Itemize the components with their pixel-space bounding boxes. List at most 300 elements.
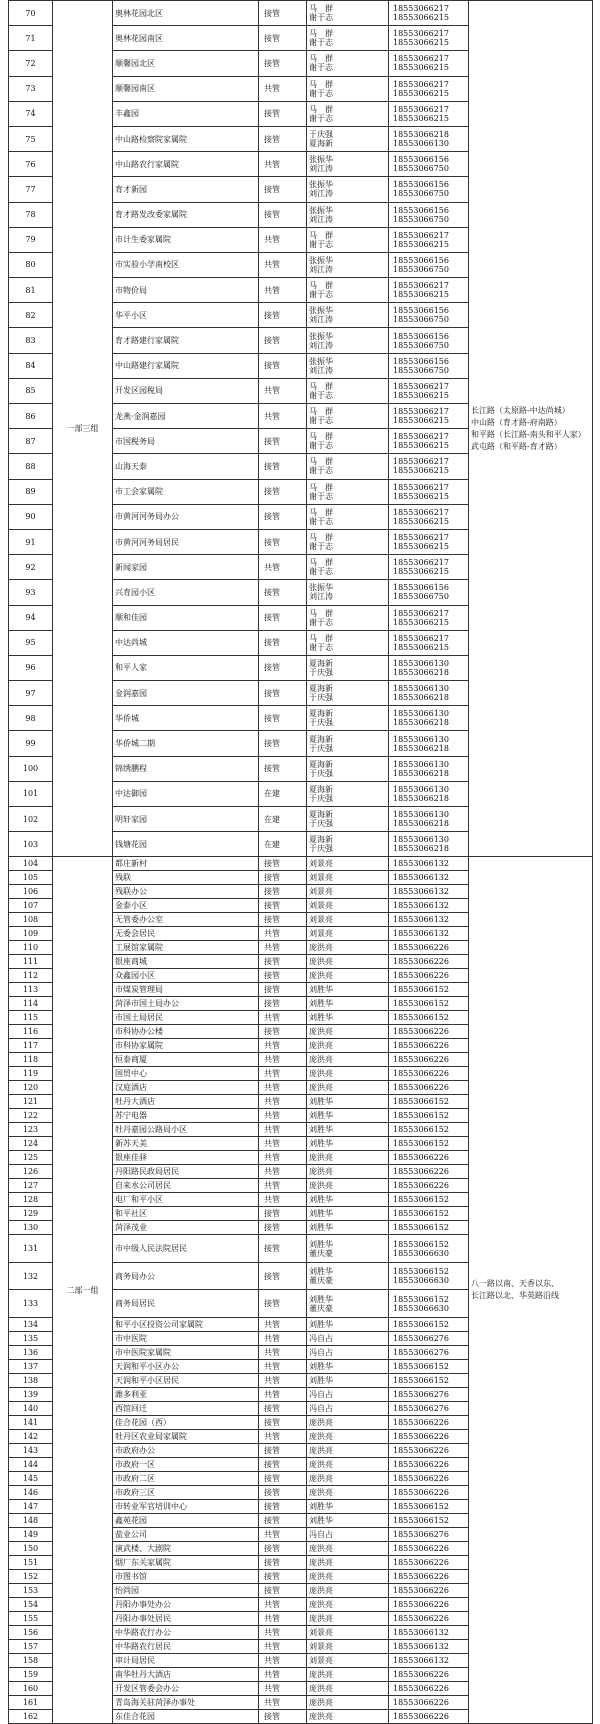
row-number-cell: 91 <box>9 529 53 554</box>
contact-phone-cell <box>389 1415 469 1429</box>
contact-phone: 18553066276 <box>393 1347 449 1357</box>
management-status-cell: 接管 <box>259 1401 307 1415</box>
contact-phone: 18553066215 <box>393 416 449 426</box>
row-number-cell: 101 <box>9 781 53 806</box>
management-status-cell: 共管 <box>259 76 307 101</box>
management-status-cell: 接管 <box>259 871 307 885</box>
management-status-cell: 共管 <box>259 1597 307 1611</box>
community-name-cell: 市黄河河务局办公 <box>113 504 259 529</box>
management-status-cell: 共管 <box>259 1053 307 1067</box>
row-number-cell: 131 <box>9 1235 53 1263</box>
contact-person: 冯自占 <box>309 1529 333 1539</box>
contact-phone: 18553066152 <box>393 999 449 1009</box>
contact-person: 刘胜华 <box>309 1013 333 1023</box>
contact-person: 刘胜华 <box>309 1361 333 1371</box>
management-status-cell: 共管 <box>259 1681 307 1695</box>
contact-phone: 18553066132 <box>393 915 449 925</box>
contact-phone-cell <box>389 278 469 303</box>
row-number-cell: 97 <box>9 681 53 706</box>
contact-person-cell <box>307 1095 389 1109</box>
row-number-cell: 107 <box>9 899 53 913</box>
community-name-cell: 牡丹区农业局家属院 <box>113 1429 259 1443</box>
row-number-cell: 98 <box>9 706 53 731</box>
management-status-cell: 共管 <box>259 1625 307 1639</box>
contact-person: 马 群 <box>309 633 333 643</box>
contact-person-cell <box>307 655 389 680</box>
contact-phone: 18553066130 <box>393 759 449 769</box>
contact-phone: 18553066132 <box>393 1655 449 1665</box>
contact-phone: 18553066750 <box>393 340 449 350</box>
service-area-line: 长江路以北、华英路沿线 <box>471 1291 559 1301</box>
contact-phone-cell <box>389 252 469 277</box>
management-status-cell: 接管 <box>259 857 307 871</box>
contact-person: 冯自占 <box>309 1333 333 1343</box>
row-number-cell: 79 <box>9 227 53 252</box>
contact-phone: 18553066152 <box>393 1361 449 1371</box>
management-status-cell: 接管 <box>259 1262 307 1290</box>
contact-person: 刘景亮 <box>309 1655 333 1665</box>
management-status-cell: 接管 <box>259 504 307 529</box>
contact-phone-cell <box>389 731 469 756</box>
community-name-cell: 工展馆家属院 <box>113 941 259 955</box>
contact-phone-cell <box>389 969 469 983</box>
contact-person-cell <box>307 454 389 479</box>
community-name-cell: 市转业军官培训中心 <box>113 1499 259 1513</box>
contact-phone: 18553066226 <box>393 1487 449 1497</box>
community-name-cell: 中华路农行办公 <box>113 1625 259 1639</box>
contact-phone: 18553066152 <box>393 1319 449 1329</box>
contact-person: 夏海新 <box>309 139 333 149</box>
contact-phone: 18553066132 <box>393 887 449 897</box>
contact-person: 庞洪亮 <box>309 1055 333 1065</box>
contact-person-cell <box>307 857 389 871</box>
management-status-cell: 接管 <box>259 1555 307 1569</box>
contact-phone-cell <box>389 1011 469 1025</box>
contact-phone: 18553066218 <box>393 819 449 829</box>
community-name-cell: 西馆回迁 <box>113 1401 259 1415</box>
contact-person-cell <box>307 1290 389 1318</box>
contact-person-cell <box>307 1667 389 1681</box>
community-name-cell: 自来水公司居民 <box>113 1179 259 1193</box>
management-status-cell: 接管 <box>259 955 307 969</box>
row-number-cell: 80 <box>9 252 53 277</box>
row-number-cell: 99 <box>9 731 53 756</box>
contact-phone-cell <box>389 605 469 630</box>
contact-phone: 18553066156 <box>393 583 449 593</box>
row-number-cell: 85 <box>9 378 53 403</box>
contact-phone-cell <box>389 899 469 913</box>
contact-person: 夏海新 <box>309 759 333 769</box>
contact-person-cell <box>307 756 389 781</box>
contact-person: 马 群 <box>309 608 333 618</box>
contact-person: 庞洪亮 <box>309 1459 333 1469</box>
contact-phone-cell <box>389 1611 469 1625</box>
community-name-cell: 天润和平小区办公 <box>113 1359 259 1373</box>
management-status-cell: 共管 <box>259 1373 307 1387</box>
contact-person: 谢于志 <box>309 542 333 552</box>
contact-person: 马 群 <box>309 482 333 492</box>
row-number-cell: 134 <box>9 1317 53 1331</box>
row-number-cell: 129 <box>9 1207 53 1221</box>
community-name-cell: 顺馨园南区 <box>113 76 259 101</box>
community-name-cell: 无管委办公室 <box>113 913 259 927</box>
contact-person: 谢于志 <box>309 88 333 98</box>
community-name-cell: 育才路建行家属院 <box>113 328 259 353</box>
contact-phone-cell <box>389 1653 469 1667</box>
row-number-cell: 145 <box>9 1471 53 1485</box>
contact-phone-cell <box>389 983 469 997</box>
contact-person-cell <box>307 1471 389 1485</box>
row-number-cell: 142 <box>9 1429 53 1443</box>
contact-person: 刘胜华 <box>309 1294 333 1304</box>
contact-person-cell <box>307 630 389 655</box>
contact-person-cell <box>307 303 389 328</box>
contact-person: 刘江涛 <box>309 340 333 350</box>
contact-phone-cell <box>389 479 469 504</box>
contact-person-cell <box>307 927 389 941</box>
row-number-cell: 90 <box>9 504 53 529</box>
row-number-cell: 88 <box>9 454 53 479</box>
contact-person-cell <box>307 202 389 227</box>
contact-person: 谢于志 <box>309 390 333 400</box>
contact-phone: 18553066750 <box>393 365 449 375</box>
row-number-cell: 125 <box>9 1151 53 1165</box>
contact-person-cell <box>307 76 389 101</box>
contact-phone-cell <box>389 1345 469 1359</box>
contact-phone-cell <box>389 529 469 554</box>
contact-person: 刘景亮 <box>309 1641 333 1651</box>
contact-phone-cell <box>389 1137 469 1151</box>
contact-person: 刘江涛 <box>309 164 333 174</box>
management-status-cell: 接管 <box>259 202 307 227</box>
contact-person-cell <box>307 1401 389 1415</box>
management-status-cell: 接管 <box>259 1485 307 1499</box>
contact-phone: 18553066276 <box>393 1529 449 1539</box>
contact-person-cell <box>307 1597 389 1611</box>
contact-person: 庞洪亮 <box>309 1473 333 1483</box>
contact-person-cell <box>307 807 389 832</box>
row-number-cell: 94 <box>9 605 53 630</box>
contact-phone: 18553066156 <box>393 356 449 366</box>
contact-person: 马 群 <box>309 407 333 417</box>
community-name-cell: 恒泰商厦 <box>113 1053 259 1067</box>
community-name-cell: 商务局居民 <box>113 1290 259 1318</box>
management-status-cell: 接管 <box>259 1290 307 1318</box>
contact-person-cell <box>307 580 389 605</box>
contact-phone: 18553066215 <box>393 290 449 300</box>
row-number-cell: 102 <box>9 807 53 832</box>
contact-person: 庞洪亮 <box>309 1167 333 1177</box>
community-name-cell: 市科协办公楼 <box>113 1025 259 1039</box>
contact-person-cell <box>307 1429 389 1443</box>
contact-person: 庞洪亮 <box>309 1711 333 1721</box>
management-status-cell: 接管 <box>259 1583 307 1597</box>
contact-person-cell <box>307 1053 389 1067</box>
contact-person-cell <box>307 1499 389 1513</box>
contact-person-cell <box>307 1443 389 1457</box>
contact-person: 张振华 <box>309 356 333 366</box>
contact-phone-cell <box>389 1109 469 1123</box>
contact-person: 庞洪亮 <box>309 1683 333 1693</box>
contact-person-cell <box>307 1165 389 1179</box>
contact-phone: 18553066217 <box>393 533 449 543</box>
contact-phone-cell <box>389 1555 469 1569</box>
contact-person-cell <box>307 1151 389 1165</box>
contact-person: 庞洪亮 <box>309 971 333 981</box>
contact-phone-cell <box>389 807 469 832</box>
management-status-cell: 接管 <box>259 1513 307 1527</box>
row-number-cell: 92 <box>9 555 53 580</box>
contact-person: 马 群 <box>309 381 333 391</box>
contact-person-cell <box>307 1681 389 1695</box>
contact-phone-cell <box>389 1067 469 1081</box>
row-number-cell: 72 <box>9 51 53 76</box>
management-status-cell: 接管 <box>259 26 307 51</box>
community-name-cell: 佳合花园（西） <box>113 1415 259 1429</box>
contact-person: 庞洪亮 <box>309 1557 333 1567</box>
contact-phone: 18553066226 <box>393 1557 449 1567</box>
management-status-cell: 共管 <box>259 1165 307 1179</box>
row-number-cell: 143 <box>9 1443 53 1457</box>
contact-phone: 18553066215 <box>393 617 449 627</box>
contact-phone-cell <box>389 1 469 26</box>
management-status-cell: 接管 <box>259 580 307 605</box>
contact-person-cell <box>307 1331 389 1345</box>
contact-person-cell <box>307 1387 389 1401</box>
contact-person: 刘江涛 <box>309 189 333 199</box>
contact-person: 庞洪亮 <box>309 1697 333 1707</box>
management-status-cell: 在建 <box>259 781 307 806</box>
contact-phone: 18553066215 <box>393 516 449 526</box>
contact-person: 马 群 <box>309 104 333 114</box>
row-number-cell: 78 <box>9 202 53 227</box>
service-area-line: 和平路（长江路-南头和平人家） <box>471 429 586 439</box>
contact-person: 刘胜华 <box>309 1267 333 1277</box>
contact-phone-cell <box>389 1499 469 1513</box>
contact-person-cell <box>307 1 389 26</box>
contact-person-cell <box>307 177 389 202</box>
contact-person-cell <box>307 1457 389 1471</box>
management-status-cell: 接管 <box>259 731 307 756</box>
community-name-cell: 市科协家属院 <box>113 1039 259 1053</box>
contact-person: 谢于志 <box>309 617 333 627</box>
community-name-cell: 和平社区 <box>113 1207 259 1221</box>
contact-phone: 18553066226 <box>393 1585 449 1595</box>
management-status-cell: 接管 <box>259 328 307 353</box>
contact-person-cell <box>307 983 389 997</box>
community-name-cell: 丹阳办事处居民 <box>113 1611 259 1625</box>
community-name-cell: 兴育园小区 <box>113 580 259 605</box>
management-status-cell: 共管 <box>259 555 307 580</box>
contact-phone-cell <box>389 1695 469 1709</box>
community-name-cell: 汉庭酒店 <box>113 1081 259 1095</box>
management-status-cell: 接管 <box>259 655 307 680</box>
contact-phone: 18553066132 <box>393 873 449 883</box>
contact-person: 谢于志 <box>309 290 333 300</box>
community-name-cell: 中山路农行家属院 <box>113 152 259 177</box>
contact-phone: 18553066630 <box>393 1303 449 1313</box>
contact-phone: 18553066226 <box>393 1153 449 1163</box>
management-status-cell: 共管 <box>259 1137 307 1151</box>
contact-person: 刘江涛 <box>309 264 333 274</box>
contact-person: 刘胜华 <box>309 1239 333 1249</box>
contact-person-cell <box>307 404 389 429</box>
contact-person: 刘景亮 <box>309 873 333 883</box>
contact-phone: 18553066215 <box>393 466 449 476</box>
contact-person-cell <box>307 504 389 529</box>
service-area-line: 八一路以南、天香以东、 <box>471 1279 559 1289</box>
contact-person-cell <box>307 126 389 151</box>
contact-person: 于庆强 <box>309 718 333 728</box>
community-name-cell: 华侨城二期 <box>113 731 259 756</box>
contact-person: 刘江涛 <box>309 592 333 602</box>
community-name-cell: 市黄河河务局居民 <box>113 529 259 554</box>
contact-phone-cell <box>389 303 469 328</box>
contact-phone: 18553066215 <box>393 642 449 652</box>
contact-person: 于庆强 <box>309 819 333 829</box>
community-name-cell: 青岛海关驻菏泽办事处 <box>113 1695 259 1709</box>
community-name-cell: 市煤炭管理局 <box>113 983 259 997</box>
contact-phone: 18553066152 <box>393 1223 449 1233</box>
contact-person-cell <box>307 1221 389 1235</box>
contact-person: 夏海新 <box>309 709 333 719</box>
contact-phone: 18553066217 <box>393 432 449 442</box>
community-name-cell: 众鑫园小区 <box>113 969 259 983</box>
contact-person: 刘胜华 <box>309 1515 333 1525</box>
management-status-cell: 接管 <box>259 983 307 997</box>
community-name-cell: 市政府二区 <box>113 1471 259 1485</box>
row-number-cell: 96 <box>9 655 53 680</box>
row-number-cell: 113 <box>9 983 53 997</box>
contact-phone-cell <box>389 1179 469 1193</box>
contact-phone-cell <box>389 1317 469 1331</box>
contact-phone: 18553066152 <box>393 985 449 995</box>
contact-person: 夏海新 <box>309 734 333 744</box>
contact-phone: 18553066226 <box>393 1431 449 1441</box>
contact-phone: 18553066217 <box>393 482 449 492</box>
management-status-cell: 共管 <box>259 1081 307 1095</box>
management-status-cell: 接管 <box>259 1443 307 1457</box>
service-area-line: 中山路（育才路-府南路） <box>471 417 562 427</box>
contact-phone: 18553066218 <box>393 793 449 803</box>
row-number-cell: 104 <box>9 857 53 871</box>
row-number-cell: 154 <box>9 1597 53 1611</box>
contact-phone: 18553066217 <box>393 558 449 568</box>
contact-phone-cell <box>389 126 469 151</box>
contact-phone-cell <box>389 857 469 871</box>
contact-phone: 18553066215 <box>393 63 449 73</box>
management-status-cell: 接管 <box>259 454 307 479</box>
contact-person-cell <box>307 1262 389 1290</box>
table-row <box>9 857 593 871</box>
row-number-cell: 116 <box>9 1025 53 1039</box>
row-number-cell: 132 <box>9 1262 53 1290</box>
contact-person-cell <box>307 252 389 277</box>
row-number-cell: 93 <box>9 580 53 605</box>
community-name-cell: 电厂和平小区 <box>113 1193 259 1207</box>
contact-phone: 18553066217 <box>393 507 449 517</box>
management-status-cell: 接管 <box>259 706 307 731</box>
community-name-cell: 菏泽市国土局办公 <box>113 997 259 1011</box>
contact-person-cell <box>307 832 389 857</box>
row-number-cell: 162 <box>9 1709 53 1723</box>
contact-person-cell <box>307 479 389 504</box>
contact-person: 于庆强 <box>309 768 333 778</box>
contact-person: 庞洪亮 <box>309 943 333 953</box>
contact-person: 刘胜华 <box>309 1319 333 1329</box>
contact-person-cell <box>307 1207 389 1221</box>
row-number-cell: 84 <box>9 353 53 378</box>
contact-person: 马 群 <box>309 29 333 39</box>
contact-person: 庞洪亮 <box>309 1417 333 1427</box>
service-area-line: 长江路（太原路-中达尚城） <box>471 405 570 415</box>
contact-person: 马 群 <box>309 79 333 89</box>
contact-phone: 18553066217 <box>393 4 449 14</box>
group-name-cell: 二部一组 <box>53 857 113 1724</box>
community-name-cell: 奥林花园南区 <box>113 26 259 51</box>
contact-person-cell <box>307 899 389 913</box>
contact-phone-cell <box>389 177 469 202</box>
management-status-cell: 共管 <box>259 941 307 955</box>
contact-phone: 18553066750 <box>393 164 449 174</box>
management-status-cell: 接管 <box>259 630 307 655</box>
contact-person: 张振华 <box>309 255 333 265</box>
community-name-cell: 和平人家 <box>113 655 259 680</box>
contact-person-cell <box>307 1555 389 1569</box>
contact-person: 于庆强 <box>309 844 333 854</box>
contact-person-cell <box>307 152 389 177</box>
contact-phone: 18553066217 <box>393 633 449 643</box>
management-status-cell: 共管 <box>259 278 307 303</box>
contact-person: 夏海新 <box>309 784 333 794</box>
community-name-cell: 中达御园 <box>113 781 259 806</box>
row-number-cell: 135 <box>9 1331 53 1345</box>
contact-phone: 18553066226 <box>393 1599 449 1609</box>
community-name-cell: 和平小区投资公司家属院 <box>113 1317 259 1331</box>
row-number-cell: 111 <box>9 955 53 969</box>
row-number-cell: 139 <box>9 1387 53 1401</box>
contact-phone: 18553066226 <box>393 1697 449 1707</box>
contact-phone: 18553066152 <box>393 1375 449 1385</box>
management-status-cell: 共管 <box>259 227 307 252</box>
contact-person-cell <box>307 1695 389 1709</box>
contact-phone-cell <box>389 1387 469 1401</box>
management-status-cell: 接管 <box>259 177 307 202</box>
row-number-cell: 123 <box>9 1123 53 1137</box>
community-name-cell: 苏宁电器 <box>113 1109 259 1123</box>
contact-phone: 18553066217 <box>393 407 449 417</box>
contact-person-cell <box>307 1137 389 1151</box>
contact-person: 庞洪亮 <box>309 1083 333 1093</box>
contact-phone-cell <box>389 1667 469 1681</box>
community-name-cell: 无委会居民 <box>113 927 259 941</box>
contact-person: 庞洪亮 <box>309 1041 333 1051</box>
community-name-cell: 菏泽茂业 <box>113 1221 259 1235</box>
management-status-cell: 接管 <box>259 997 307 1011</box>
contact-person: 庞洪亮 <box>309 1069 333 1079</box>
contact-phone: 18553066750 <box>393 315 449 325</box>
contact-person: 庞洪亮 <box>309 1027 333 1037</box>
contact-person: 谢于志 <box>309 516 333 526</box>
management-status-cell: 共管 <box>259 378 307 403</box>
community-name-cell: 市中医院 <box>113 1331 259 1345</box>
contact-person-cell <box>307 353 389 378</box>
row-number-cell: 70 <box>9 1 53 26</box>
contact-phone-cell <box>389 404 469 429</box>
row-number-cell: 128 <box>9 1193 53 1207</box>
contact-phone-cell <box>389 1359 469 1373</box>
contact-phone: 18553066226 <box>393 1613 449 1623</box>
